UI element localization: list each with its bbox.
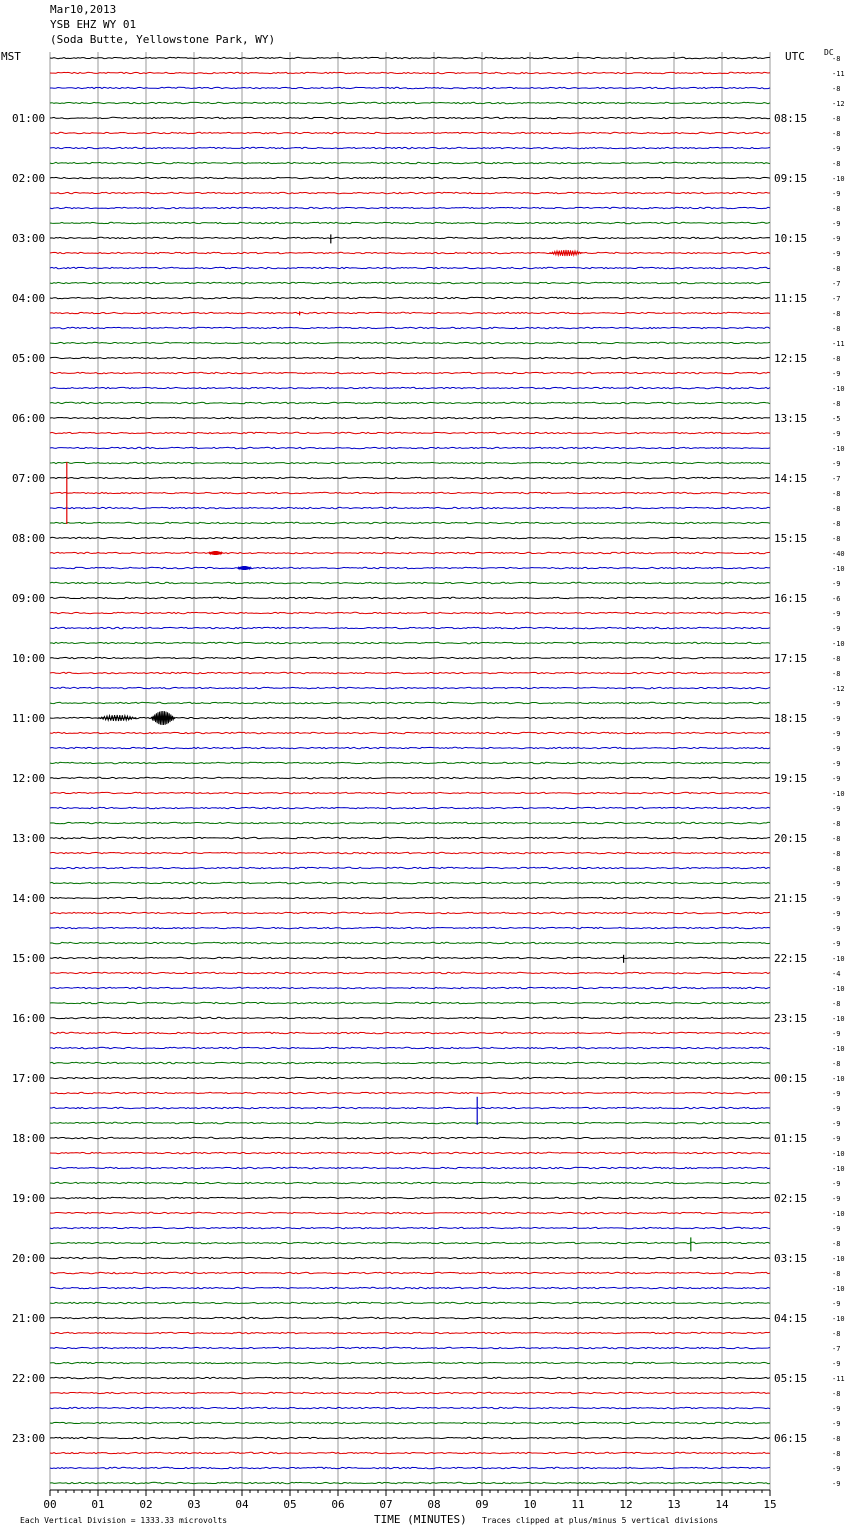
dc-offset-label: -9 xyxy=(832,745,841,753)
mst-hour-label: 08:00 xyxy=(12,532,46,545)
utc-hour-label: 03:15 xyxy=(774,1252,808,1265)
dc-offset-label: -8 xyxy=(832,115,841,123)
x-axis-title: TIME (MINUTES) xyxy=(374,1513,467,1526)
station-label: YSB EHZ WY 01 xyxy=(50,18,137,31)
utc-hour-label: 20:15 xyxy=(774,832,808,845)
mst-hour-label: 02:00 xyxy=(12,172,46,185)
utc-hour-label: 11:15 xyxy=(774,292,808,305)
dc-offset-label: -9 xyxy=(832,715,841,723)
dc-offset-label: -8 xyxy=(832,55,841,63)
trace-18 xyxy=(50,327,770,328)
x-tick-label: 09 xyxy=(475,1498,489,1511)
dc-offset-label: -10 xyxy=(832,1045,845,1053)
x-tick-label: 00 xyxy=(43,1498,57,1511)
dc-offset-label: -8 xyxy=(832,400,841,408)
trace-5 xyxy=(50,132,770,133)
dc-offset-label: -11 xyxy=(832,340,845,348)
trace-28 xyxy=(50,477,770,478)
trace-9 xyxy=(50,192,770,193)
trace-24 xyxy=(50,417,770,418)
trace-36 xyxy=(50,597,770,598)
dc-offset-label: -8 xyxy=(832,835,841,843)
trace-75 xyxy=(50,1182,770,1183)
dc-offset-label: -10 xyxy=(832,790,845,798)
x-tick-label: 15 xyxy=(763,1498,777,1511)
trace-22 xyxy=(50,387,770,388)
trace-40 xyxy=(50,657,770,658)
utc-hour-label: 19:15 xyxy=(774,772,808,785)
dc-offset-label: -9 xyxy=(832,370,841,378)
dc-offset-label: -9 xyxy=(832,760,841,768)
trace-95 xyxy=(50,1482,770,1483)
dc-offset-label: -9 xyxy=(832,1465,841,1473)
mst-hour-label: 12:00 xyxy=(12,772,46,785)
dc-offset-label: -10 xyxy=(832,385,845,393)
trace-10 xyxy=(50,207,770,208)
dc-offset-label: -10 xyxy=(832,1150,845,1158)
x-tick-label: 04 xyxy=(235,1498,249,1511)
dc-offset-label: -9 xyxy=(832,1135,841,1143)
trace-51 xyxy=(50,822,770,823)
trace-68 xyxy=(50,1077,770,1078)
dc-offset-label: -4 xyxy=(832,970,841,978)
trace-54 xyxy=(50,867,770,868)
trace-77 xyxy=(50,1212,770,1213)
dc-offset-label: -9 xyxy=(832,625,841,633)
dc-offset-label: -8 xyxy=(832,850,841,858)
trace-30 xyxy=(50,507,770,508)
trace-55 xyxy=(50,882,770,883)
dc-offset-label: -9 xyxy=(832,775,841,783)
dc-offset-label: -8 xyxy=(832,310,841,318)
trace-87 xyxy=(50,1362,770,1363)
dc-offset-label: -5 xyxy=(832,415,841,423)
trace-79 xyxy=(50,1242,770,1243)
utc-hour-label: 13:15 xyxy=(774,412,808,425)
utc-hour-label: 12:15 xyxy=(774,352,808,365)
dc-offset-label: -9 xyxy=(832,610,841,618)
dc-offset-label: -9 xyxy=(832,235,841,243)
trace-73 xyxy=(50,1152,770,1153)
dc-offset-label: -10 xyxy=(832,1210,845,1218)
dc-offset-label: -8 xyxy=(832,1390,841,1398)
trace-37 xyxy=(50,612,770,613)
division-note: Each Vertical Division = 1333.33 microvolts xyxy=(20,1516,228,1525)
utc-hour-label: 22:15 xyxy=(774,952,808,965)
dc-offset-label: -9 xyxy=(832,1120,841,1128)
dc-offset-label: -9 xyxy=(832,1420,841,1428)
trace-76 xyxy=(50,1197,770,1198)
mst-hour-label: 05:00 xyxy=(12,352,46,365)
dc-offset-label: -9 xyxy=(832,1360,841,1368)
trace-93 xyxy=(50,1452,770,1453)
trace-58 xyxy=(50,927,770,928)
dc-offset-label: -8 xyxy=(832,130,841,138)
dc-offset-label: -9 xyxy=(832,880,841,888)
x-tick-label: 08 xyxy=(427,1498,441,1511)
x-tick-label: 11 xyxy=(571,1498,585,1511)
dc-offset-label: -9 xyxy=(832,220,841,228)
trace-11 xyxy=(50,222,770,223)
dc-offset-label: -8 xyxy=(832,865,841,873)
trace-62 xyxy=(50,987,770,988)
dc-offset-label: -8 xyxy=(832,1435,841,1443)
dc-offset-label: -10 xyxy=(832,640,845,648)
dc-offset-label: -7 xyxy=(832,295,841,303)
trace-13 xyxy=(50,252,770,253)
x-tick-label: 01 xyxy=(91,1498,105,1511)
dc-offset-label: -8 xyxy=(832,265,841,273)
trace-74 xyxy=(50,1167,770,1168)
trace-31 xyxy=(50,522,770,523)
dc-offset-label: -12 xyxy=(832,100,845,108)
mst-hour-label: 10:00 xyxy=(12,652,46,665)
trace-63 xyxy=(50,1002,770,1003)
dc-offset-label: -10 xyxy=(832,955,845,963)
mst-hour-label: 03:00 xyxy=(12,232,46,245)
dc-offset-label: -8 xyxy=(832,655,841,663)
trace-4 xyxy=(50,117,770,118)
trace-53 xyxy=(50,852,770,853)
dc-offset-label: -10 xyxy=(832,1075,845,1083)
x-tick-label: 07 xyxy=(379,1498,393,1511)
dc-offset-label: -11 xyxy=(832,70,845,78)
dc-offset-label: -10 xyxy=(832,175,845,183)
x-tick-label: 10 xyxy=(523,1498,537,1511)
trace-72 xyxy=(50,1137,770,1138)
x-tick-label: 02 xyxy=(139,1498,153,1511)
dc-offset-label: -9 xyxy=(832,190,841,198)
trace-12 xyxy=(50,237,770,238)
trace-23 xyxy=(50,402,770,403)
trace-35 xyxy=(50,582,770,583)
dc-offset-label: -8 xyxy=(832,1330,841,1338)
mst-hour-label: 21:00 xyxy=(12,1312,46,1325)
dc-offset-label: -8 xyxy=(832,160,841,168)
utc-hour-label: 15:15 xyxy=(774,532,808,545)
dc-offset-label: -10 xyxy=(832,1315,845,1323)
dc-offset-label: -8 xyxy=(832,325,841,333)
dc-offset-label: -8 xyxy=(832,85,841,93)
trace-1 xyxy=(50,72,770,73)
dc-offset-label: -12 xyxy=(832,685,845,693)
location-label: (Soda Butte, Yellowstone Park, WY) xyxy=(50,33,276,46)
mst-hour-label: 04:00 xyxy=(12,292,46,305)
trace-21 xyxy=(50,372,770,373)
dc-offset-label: -8 xyxy=(832,1450,841,1458)
dc-offset-label: -10 xyxy=(832,1015,845,1023)
x-tick-label: 03 xyxy=(187,1498,201,1511)
utc-hour-label: 10:15 xyxy=(774,232,808,245)
dc-offset-label: -8 xyxy=(832,520,841,528)
dc-offset-label: -9 xyxy=(832,1030,841,1038)
trace-89 xyxy=(50,1392,770,1393)
trace-25 xyxy=(50,432,770,433)
dc-offset-label: -9 xyxy=(832,895,841,903)
dc-offset-label: -10 xyxy=(832,565,845,573)
dc-offset-label: -8 xyxy=(832,1060,841,1068)
trace-52 xyxy=(50,837,770,838)
trace-94 xyxy=(50,1467,770,1468)
utc-hour-label: 23:15 xyxy=(774,1012,808,1025)
trace-90 xyxy=(50,1407,770,1408)
trace-26 xyxy=(50,447,770,448)
trace-41 xyxy=(50,672,770,673)
utc-hour-label: 09:15 xyxy=(774,172,808,185)
mst-hour-label: 11:00 xyxy=(12,712,46,725)
trace-42 xyxy=(50,687,770,688)
utc-hour-label: 04:15 xyxy=(774,1312,808,1325)
x-tick-label: 13 xyxy=(667,1498,681,1511)
utc-hour-label: 01:15 xyxy=(774,1132,808,1145)
utc-hour-label: 08:15 xyxy=(774,112,808,125)
dc-label: DC xyxy=(824,48,834,57)
trace-46 xyxy=(50,747,770,748)
trace-92 xyxy=(50,1437,770,1438)
trace-0 xyxy=(50,57,770,58)
trace-15 xyxy=(50,282,770,283)
mst-hour-label: 16:00 xyxy=(12,1012,46,1025)
dc-offset-label: -10 xyxy=(832,1285,845,1293)
dc-offset-label: -8 xyxy=(832,670,841,678)
trace-3 xyxy=(50,102,770,103)
trace-8 xyxy=(50,177,770,178)
mst-hour-label: 06:00 xyxy=(12,412,46,425)
trace-49 xyxy=(50,792,770,793)
trace-17 xyxy=(50,312,770,313)
trace-20 xyxy=(50,357,770,358)
trace-78 xyxy=(50,1227,770,1228)
trace-84 xyxy=(50,1317,770,1318)
trace-50 xyxy=(50,807,770,808)
dc-offset-label: -9 xyxy=(832,1105,841,1113)
dc-offset-label: -8 xyxy=(832,355,841,363)
mst-hour-label: 18:00 xyxy=(12,1132,46,1145)
dc-offset-label: -8 xyxy=(832,535,841,543)
dc-offset-label: -9 xyxy=(832,250,841,258)
dc-offset-label: -6 xyxy=(832,595,841,603)
utc-hour-label: 18:15 xyxy=(774,712,808,725)
mst-hour-label: 23:00 xyxy=(12,1432,46,1445)
trace-60 xyxy=(50,957,770,958)
dc-offset-label: -9 xyxy=(832,925,841,933)
utc-hour-label: 06:15 xyxy=(774,1432,808,1445)
trace-82 xyxy=(50,1287,770,1288)
dc-offset-label: -8 xyxy=(832,205,841,213)
trace-19 xyxy=(50,342,770,343)
trace-57 xyxy=(50,912,770,913)
dc-offset-label: -10 xyxy=(832,985,845,993)
trace-38 xyxy=(50,627,770,628)
utc-hour-label: 14:15 xyxy=(774,472,808,485)
dc-offset-label: -9 xyxy=(832,1480,841,1488)
dc-offset-label: -10 xyxy=(832,445,845,453)
mst-hour-label: 01:00 xyxy=(12,112,46,125)
dc-offset-label: -40 xyxy=(832,550,845,558)
mst-hour-label: 15:00 xyxy=(12,952,46,965)
trace-32 xyxy=(50,537,770,538)
dc-offset-label: -9 xyxy=(832,700,841,708)
dc-offset-label: -9 xyxy=(832,1090,841,1098)
utc-hour-label: 00:15 xyxy=(774,1072,808,1085)
x-tick-label: 05 xyxy=(283,1498,297,1511)
dc-offset-label: -9 xyxy=(832,460,841,468)
dc-offset-label: -7 xyxy=(832,280,841,288)
mst-hour-label: 17:00 xyxy=(12,1072,46,1085)
dc-offset-label: -7 xyxy=(832,1345,841,1353)
trace-45 xyxy=(50,732,770,733)
mst-hour-label: 13:00 xyxy=(12,832,46,845)
mst-hour-label: 22:00 xyxy=(12,1372,46,1385)
trace-88 xyxy=(50,1377,770,1378)
trace-71 xyxy=(50,1122,770,1123)
mst-hour-label: 07:00 xyxy=(12,472,46,485)
trace-6 xyxy=(50,147,770,148)
dc-offset-label: -8 xyxy=(832,1240,841,1248)
trace-48 xyxy=(50,777,770,778)
dc-offset-label: -7 xyxy=(832,475,841,483)
x-tick-label: 06 xyxy=(331,1498,345,1511)
seismic-event xyxy=(151,711,175,725)
trace-59 xyxy=(50,942,770,943)
trace-16 xyxy=(50,297,770,298)
dc-offset-label: -9 xyxy=(832,730,841,738)
dc-offset-label: -8 xyxy=(832,1270,841,1278)
trace-64 xyxy=(50,1017,770,1018)
utc-hour-label: 21:15 xyxy=(774,892,808,905)
trace-2 xyxy=(50,87,770,88)
dc-offset-label: -8 xyxy=(832,820,841,828)
date-label: Mar10,2013 xyxy=(50,3,117,16)
trace-86 xyxy=(50,1347,770,1348)
trace-34 xyxy=(50,567,770,568)
dc-offset-label: -11 xyxy=(832,1375,845,1383)
mst-label: MST xyxy=(1,50,21,63)
trace-43 xyxy=(50,702,770,703)
x-tick-label: 12 xyxy=(619,1498,633,1511)
mst-hour-label: 19:00 xyxy=(12,1192,46,1205)
seismic-event xyxy=(208,551,222,555)
trace-69 xyxy=(50,1092,770,1093)
utc-hour-label: 05:15 xyxy=(774,1372,808,1385)
dc-offset-label: -9 xyxy=(832,1195,841,1203)
mst-hour-label: 14:00 xyxy=(12,892,46,905)
utc-hour-label: 16:15 xyxy=(774,592,808,605)
dc-offset-label: -8 xyxy=(832,1000,841,1008)
dc-offset-label: -8 xyxy=(832,505,841,513)
trace-91 xyxy=(50,1422,770,1423)
dc-offset-label: -10 xyxy=(832,1165,845,1173)
dc-offset-label: -9 xyxy=(832,910,841,918)
dc-offset-label: -9 xyxy=(832,1405,841,1413)
dc-offset-label: -9 xyxy=(832,940,841,948)
trace-47 xyxy=(50,762,770,763)
utc-hour-label: 02:15 xyxy=(774,1192,808,1205)
dc-offset-label: -9 xyxy=(832,805,841,813)
trace-29 xyxy=(50,492,770,493)
trace-65 xyxy=(50,1032,770,1033)
x-tick-label: 14 xyxy=(715,1498,729,1511)
trace-39 xyxy=(50,642,770,643)
trace-14 xyxy=(50,267,770,268)
dc-offset-label: -9 xyxy=(832,1300,841,1308)
utc-label: UTC xyxy=(785,50,805,63)
trace-7 xyxy=(50,162,770,163)
seismic-event xyxy=(237,566,251,570)
utc-hour-label: 17:15 xyxy=(774,652,808,665)
dc-offset-label: -9 xyxy=(832,580,841,588)
clip-note: Traces clipped at plus/minus 5 vertical divisions xyxy=(482,1516,719,1525)
dc-offset-label: -10 xyxy=(832,1255,845,1263)
trace-66 xyxy=(50,1047,770,1048)
trace-83 xyxy=(50,1302,770,1303)
trace-80 xyxy=(50,1257,770,1258)
trace-81 xyxy=(50,1272,770,1273)
trace-67 xyxy=(50,1062,770,1063)
dc-offset-label: -9 xyxy=(832,145,841,153)
trace-27 xyxy=(50,462,770,463)
dc-offset-label: -9 xyxy=(832,1180,841,1188)
trace-70 xyxy=(50,1107,770,1108)
trace-56 xyxy=(50,897,770,898)
mst-hour-label: 20:00 xyxy=(12,1252,46,1265)
trace-61 xyxy=(50,972,770,973)
mst-hour-label: 09:00 xyxy=(12,592,46,605)
dc-offset-label: -9 xyxy=(832,430,841,438)
dc-offset-label: -9 xyxy=(832,1225,841,1233)
trace-33 xyxy=(50,552,770,553)
trace-85 xyxy=(50,1332,770,1333)
dc-offset-label: -8 xyxy=(832,490,841,498)
